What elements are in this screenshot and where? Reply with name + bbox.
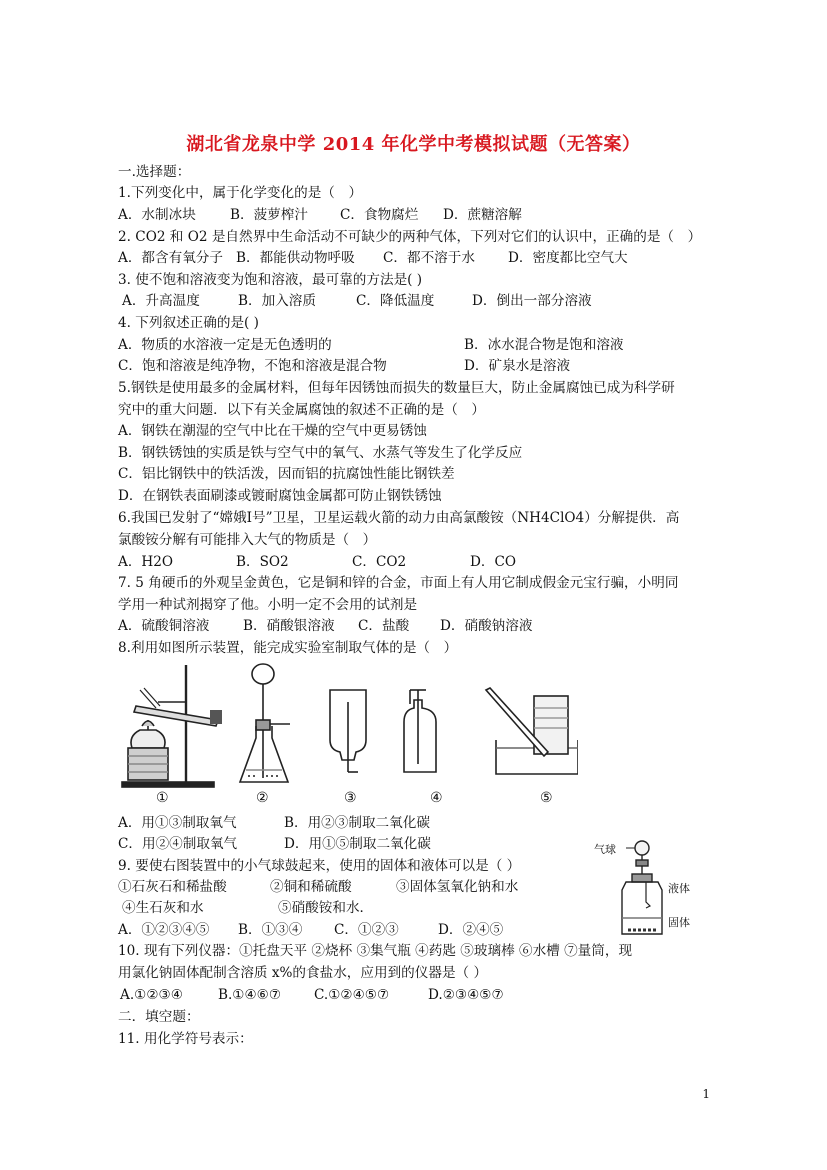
option: B．①③④	[238, 922, 303, 938]
option: B．都能供动物呼吸	[236, 250, 355, 266]
option: C．①②③	[334, 922, 399, 938]
question-8-stem: 8.利用如图所示装置，能完成实验室制取气体的是（ ）	[118, 640, 458, 656]
option: D．蔗糖溶解	[443, 207, 522, 223]
option: A．都含有氧分子	[118, 250, 223, 266]
apparatus-2-conical-flask	[240, 664, 290, 782]
item: ②铜和稀硫酸	[270, 879, 352, 895]
question-3-stem: 3. 使不饱和溶液变为饱和溶液，最可靠的方法是( )	[118, 272, 423, 288]
apparatus-1-heating-tube	[122, 665, 222, 787]
item: ①石灰石和稀盐酸	[118, 879, 227, 895]
option: D．CO	[470, 554, 517, 570]
question-5-option-d: D．在钢铁表面刷漆或镀耐腐蚀金属都可防止钢铁锈蚀	[118, 488, 442, 504]
item: ⑤硝酸铵和水．	[278, 900, 374, 916]
question-5-option-b: B．钢铁锈蚀的实质是铁与空气中的氧气、水蒸气等发生了化学反应	[118, 445, 523, 461]
apparatus-figure	[118, 660, 578, 790]
option: D．用①⑤制取二氧化碳	[284, 836, 431, 852]
question-7-stem-line1: 7. 5 角硬币的外观呈金黄色，它是铜和锌的合金，市面上有人用它制成假金元宝行骗，小明同	[118, 575, 679, 591]
option: D．矿泉水是溶液	[464, 358, 571, 374]
item: ③固体氢氧化钠和水	[396, 879, 519, 895]
question-5-option-a: A．钢铁在潮湿的空气中比在干燥的空气中更易锈蚀	[118, 423, 427, 439]
option: A．水制冰块	[118, 207, 196, 223]
section-heading-choice: 一.选择题：	[118, 164, 191, 180]
option: C．饱和溶液是纯净物，不饱和溶液是混合物	[118, 358, 387, 374]
option: A．H2O	[118, 554, 174, 570]
option: A．物质的水溶液一定是无色透明的	[118, 337, 332, 353]
option: A．①②③④⑤	[118, 922, 210, 938]
page-title: 湖北省龙泉中学 2014 年化学中考模拟试题（无答案）	[186, 134, 641, 155]
figure-label-solid: 固体	[668, 916, 690, 929]
option: A.①②③④	[120, 987, 183, 1003]
figure-label-5: ⑤	[540, 790, 553, 806]
item: ④生石灰和水	[122, 900, 204, 916]
option: C．盐酸	[358, 618, 410, 634]
question-10-stem-line2: 用氯化钠固体配制含溶质 x%的食盐水，应用到的仪器是（ ）	[118, 965, 488, 981]
option: A．升高温度	[122, 293, 200, 309]
question-7-stem-line2: 学用一种试剂揭穿了他。小明一定不会用的试剂是	[118, 597, 418, 613]
apparatus-3-gas-bottle-downward	[330, 690, 366, 772]
option: C．CO2	[352, 554, 407, 570]
question-5-option-c: C．铝比钢铁中的铁活泼，因而铝的抗腐蚀性能比钢铁差	[118, 466, 455, 482]
figure-label-1: ①	[156, 790, 169, 806]
figure-label-liquid: 液体	[668, 882, 690, 895]
option: D．②④⑤	[438, 922, 504, 938]
figure-label-2: ②	[256, 790, 269, 806]
apparatus-4-gas-bottle-upward	[404, 690, 436, 772]
option: D．倒出一部分溶液	[472, 293, 592, 309]
option: B．硝酸银溶液	[243, 618, 335, 634]
option: C．都不溶于水	[383, 250, 475, 266]
option: C.①②④⑤⑦	[314, 987, 390, 1003]
figure-label-4: ④	[430, 790, 443, 806]
option: D.②③④⑤⑦	[428, 987, 504, 1003]
question-2-stem: 2. CO2 和 O2 是自然界中生命活动不可缺少的两种气体，下列对它们的认识中，正确的是（ ）	[118, 229, 702, 245]
option: B．SO2	[236, 554, 289, 570]
option: B.①④⑥⑦	[218, 987, 282, 1003]
figure-label-balloon: 气球	[594, 843, 616, 856]
page-number: 1	[702, 1087, 710, 1101]
question-6-stem-line1: 6.我国已发射了“嫦娥Ⅰ号”卫星，卫星运载火箭的动力由高氯酸铵（NH4ClO4）分解提供．高	[118, 510, 680, 526]
option: A．硫酸铜溶液	[118, 618, 210, 634]
question-10-stem-line1: 10. 现有下列仪器：①托盘天平 ②烧杯 ③集气瓶 ④药匙 ⑤玻璃棒 ⑥水槽 ⑦量筒，现	[118, 943, 633, 959]
option: C．用②④制取氧气	[118, 836, 238, 852]
option: B．菠萝榨汁	[230, 207, 308, 223]
apparatus-5-water-trough	[486, 688, 578, 774]
option: C．降低温度	[356, 293, 435, 309]
option: B．加入溶质	[238, 293, 316, 309]
question-5-stem-line2: 究中的重大问题．以下有关金属腐蚀的叙述不正确的是（ ）	[118, 402, 486, 418]
option: B．冰水混合物是饱和溶液	[464, 337, 624, 353]
question-1-stem: 1.下列变化中，属于化学变化的是（ ）	[118, 185, 363, 201]
question-4-stem: 4. 下列叙述正确的是( )	[118, 315, 259, 331]
question-5-stem-line1: 5.钢铁是使用最多的金属材料，但每年因锈蚀而损失的数量巨大，防止金属腐蚀已成为科学研	[118, 380, 675, 396]
option: A．用①③制取氧气	[118, 815, 237, 831]
option: D．硝酸钠溶液	[440, 618, 533, 634]
option: C．食物腐烂	[340, 207, 419, 223]
figure-label-3: ③	[344, 790, 357, 806]
question-9-stem: 9. 要使右图装置中的小气球鼓起来，使用的固体和液体可以是（ ）	[118, 858, 521, 874]
section-heading-fill-in: 二．填空题：	[118, 1009, 200, 1025]
question-6-stem-line2: 氯酸铵分解有可能排入大气的物质是（ ）	[118, 532, 377, 548]
option: B．用②③制取二氧化碳	[284, 815, 430, 831]
option: D．密度都比空气大	[508, 250, 628, 266]
question-11-stem: 11. 用化学符号表示：	[118, 1031, 253, 1047]
